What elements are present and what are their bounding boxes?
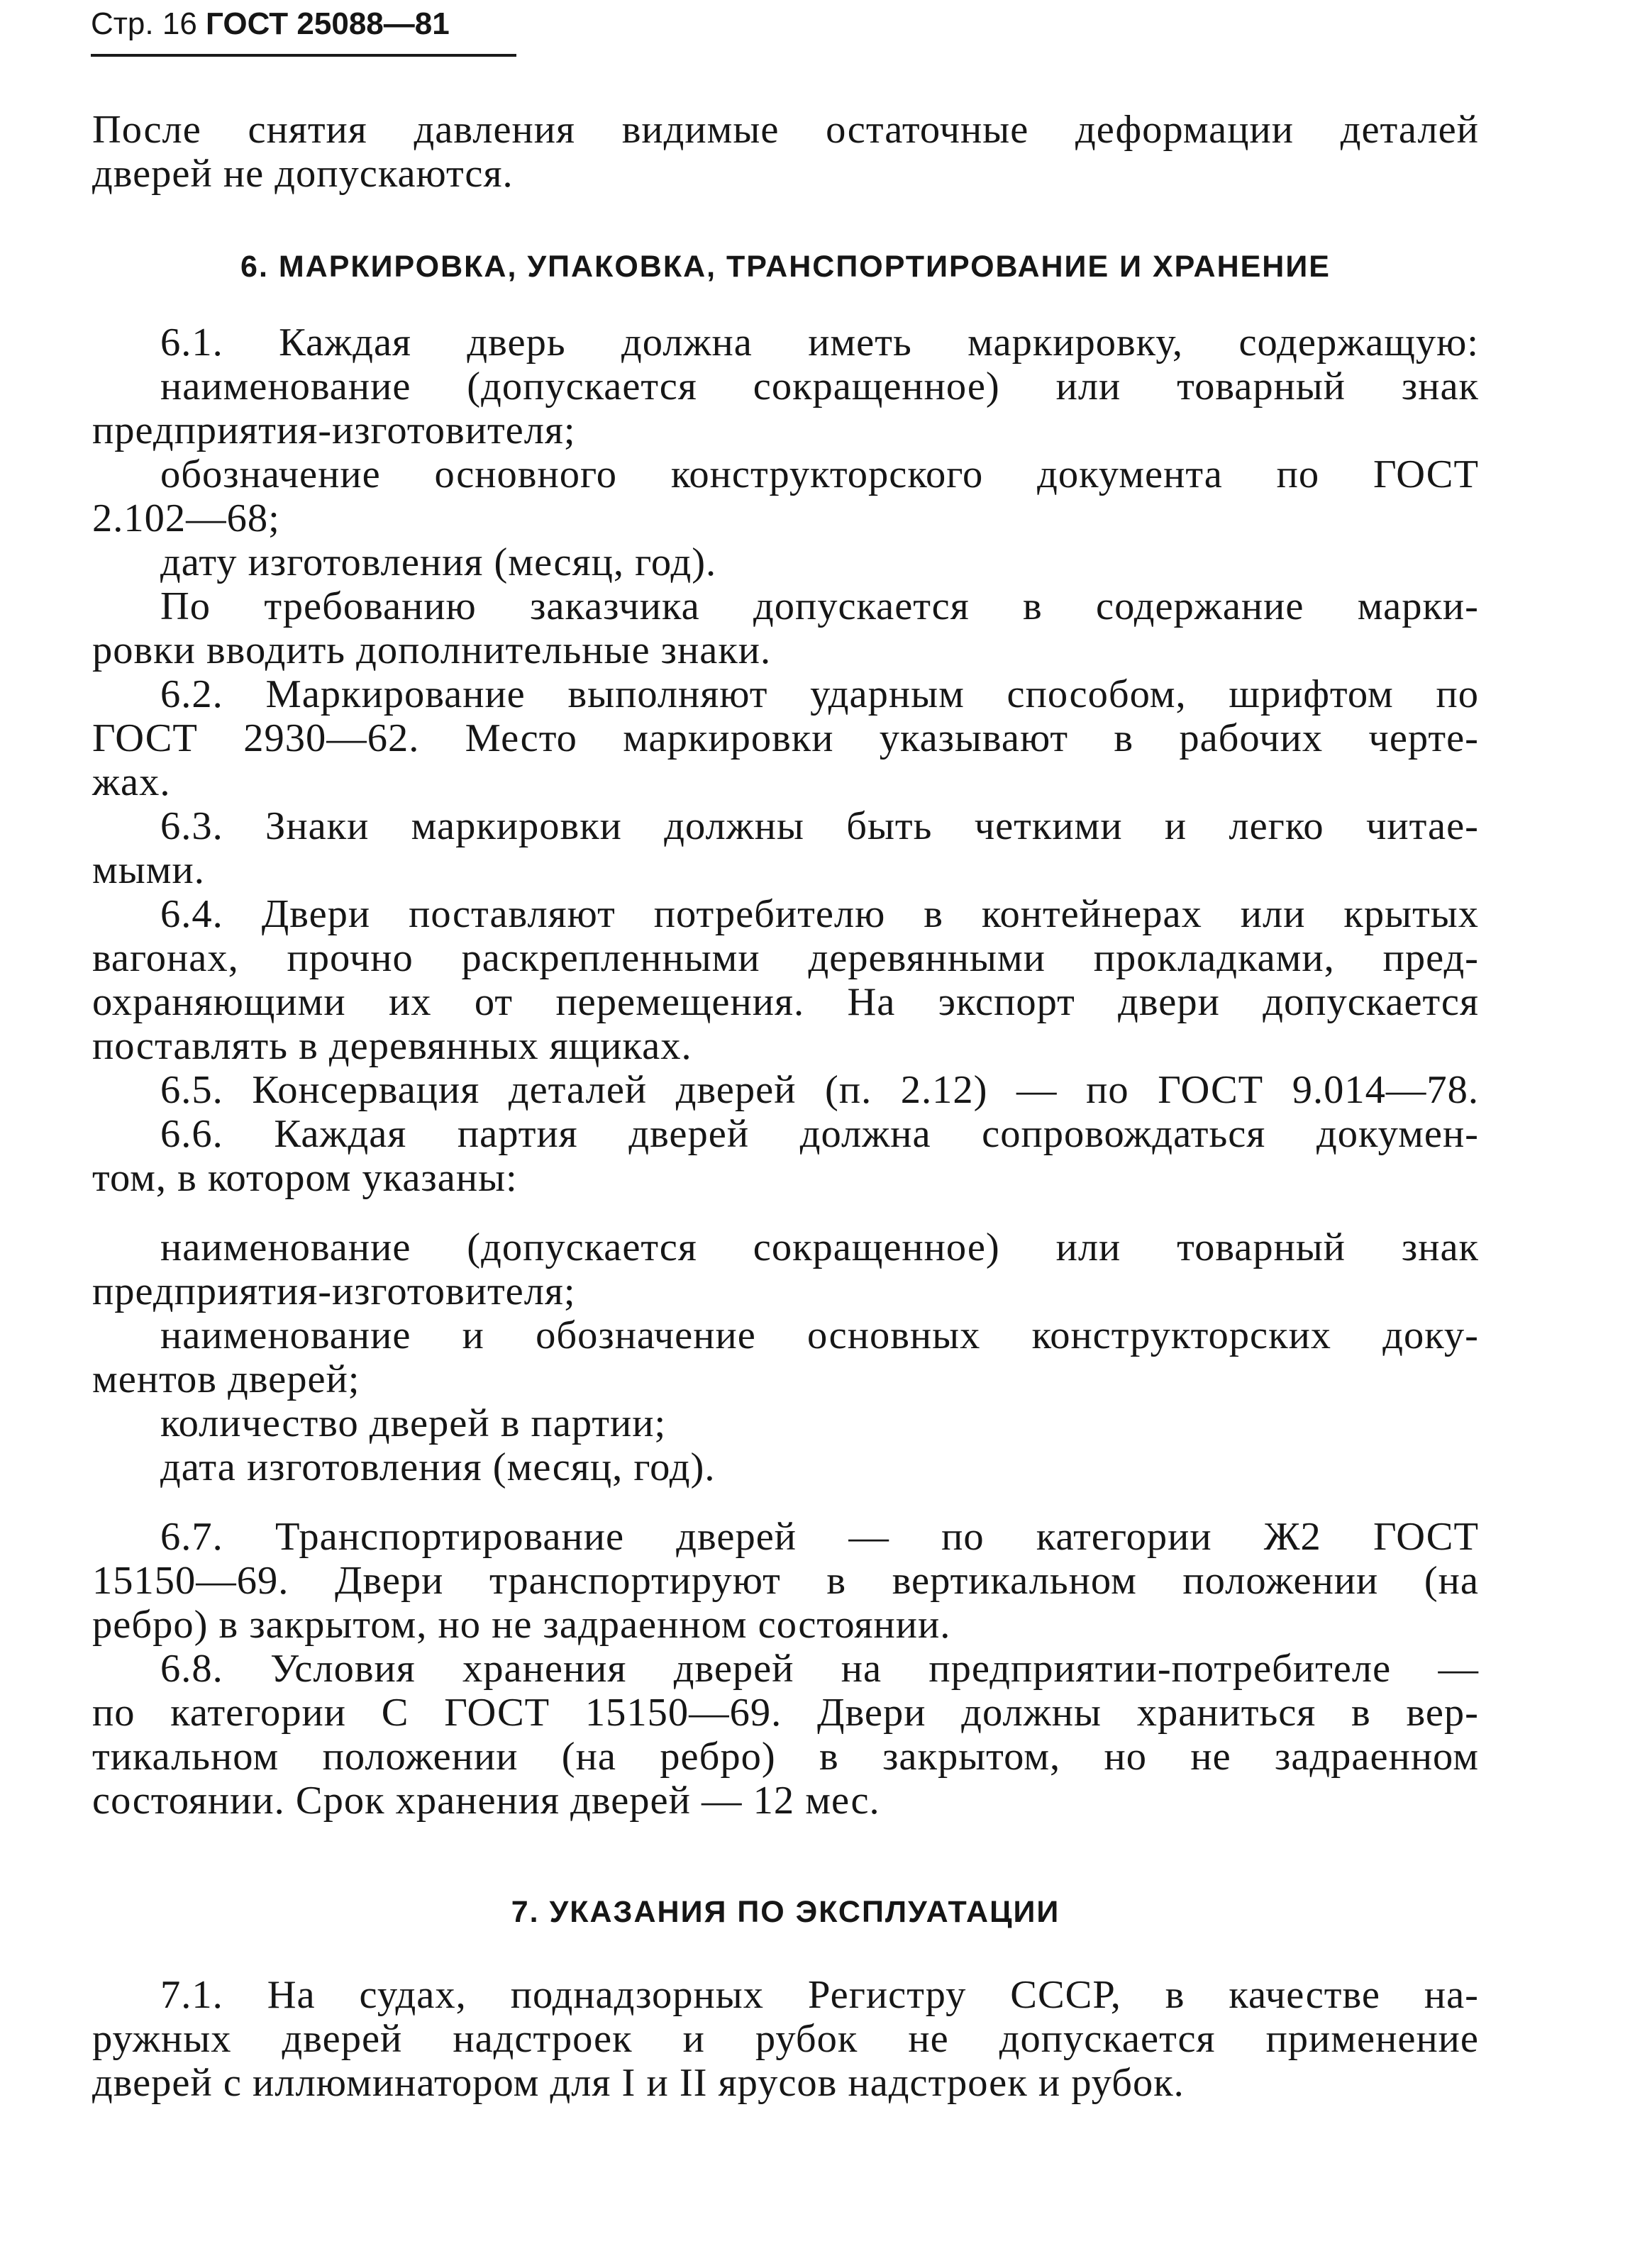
text-line: ружных дверей надстроек и рубок не допускается применение: [92, 2017, 1479, 2061]
text-line: охраняющими их от перемещения. На экспорт двери допускается: [92, 980, 1479, 1024]
text-line: наименование (допускается сокращенное) или товарный знак: [160, 365, 1479, 408]
text-line: наименование (допускается сокращенное) или товарный знак: [160, 1225, 1479, 1269]
text-line: дверей с иллюминатором для I и II ярусов надстроек и рубок.: [92, 2061, 1185, 2105]
text-line: 6.5. Консервация деталей дверей (п. 2.12) — по ГОСТ 9.014—78.: [160, 1068, 1479, 1112]
text-line: После снятия давления видимые остаточные деформации деталей: [92, 108, 1479, 152]
text-line: количество дверей в партии;: [160, 1401, 667, 1445]
header-rule: [91, 54, 516, 57]
section-7-title: 7. УКАЗАНИЯ ПО ЭКСПЛУАТАЦИИ: [511, 1895, 1060, 1929]
text-line: обозначение основного конструкторского документа по ГОСТ: [160, 452, 1479, 496]
text-line: поставлять в деревянных ящиках.: [92, 1024, 692, 1068]
standard-number: ГОСТ 25088—81: [206, 6, 450, 41]
text-line: 6.8. Условия хранения дверей на предприятии-потребителе —: [160, 1647, 1479, 1691]
text-line: 2.102—68;: [92, 496, 280, 540]
text-line: 7.1. На судах, поднадзорных Регистру СССР, в качестве на-: [160, 1973, 1479, 2017]
text-line: состоянии. Срок хранения дверей — 12 мес.: [92, 1779, 880, 1823]
text-line: дата изготовления (месяц, год).: [160, 1445, 716, 1489]
text-line: ментов дверей;: [92, 1357, 360, 1401]
text-line: 6.4. Двери поставляют потребителю в контейнерах или крытых: [160, 892, 1479, 936]
text-line: 6.3. Знаки маркировки должны быть четкими и легко читае-: [160, 804, 1479, 848]
text-line: дверей не допускаются.: [92, 152, 514, 196]
header-text: [91, 6, 516, 43]
section-6-title: 6. МАРКИРОВКА, УПАКОВКА, ТРАНСПОРТИРОВАНИЕ И ХРАНЕНИЕ: [240, 250, 1331, 284]
page-number: Стр. 16: [91, 6, 197, 41]
text-line: наименование и обозначение основных конструкторских доку-: [160, 1313, 1479, 1357]
text-line: тикальном положении (на ребро) в закрытом, но не задраенном: [92, 1735, 1479, 1779]
text-line: по категории С ГОСТ 15150—69. Двери должны храниться в вер-: [92, 1691, 1479, 1735]
text-line: том, в котором указаны:: [92, 1156, 518, 1200]
text-line: 6.6. Каждая партия дверей должна сопровождаться докумен-: [160, 1112, 1479, 1156]
text-line: предприятия-изготовителя;: [92, 408, 576, 452]
text-line: По требованию заказчика допускается в содержание марки-: [160, 584, 1479, 628]
text-line: 15150—69. Двери транспортируют в вертикальном положении (на: [92, 1559, 1479, 1603]
text-line: мыми.: [92, 848, 205, 892]
text-line: ГОСТ 2930—62. Место маркировки указывают в рабочих черте-: [92, 716, 1479, 760]
text-line: 6.2. Маркирование выполняют ударным способом, шрифтом по: [160, 672, 1479, 716]
text-line: ребро) в закрытом, но не задраенном состоянии.: [92, 1603, 951, 1647]
text-line: вагонах, прочно раскрепленными деревянными прокладками, пред-: [92, 936, 1479, 980]
text-line: 6.1. Каждая дверь должна иметь маркировку, содержащую:: [160, 321, 1479, 365]
text-line: жах.: [92, 760, 171, 804]
page-header: [91, 6, 516, 54]
text-line: дату изготовления (месяц, год).: [160, 540, 717, 584]
text-line: 6.7. Транспортирование дверей — по категории Ж2 ГОСТ: [160, 1515, 1479, 1559]
text-line: ровки вводить дополнительные знаки.: [92, 628, 772, 672]
text-line: предприятия-изготовителя;: [92, 1269, 576, 1313]
